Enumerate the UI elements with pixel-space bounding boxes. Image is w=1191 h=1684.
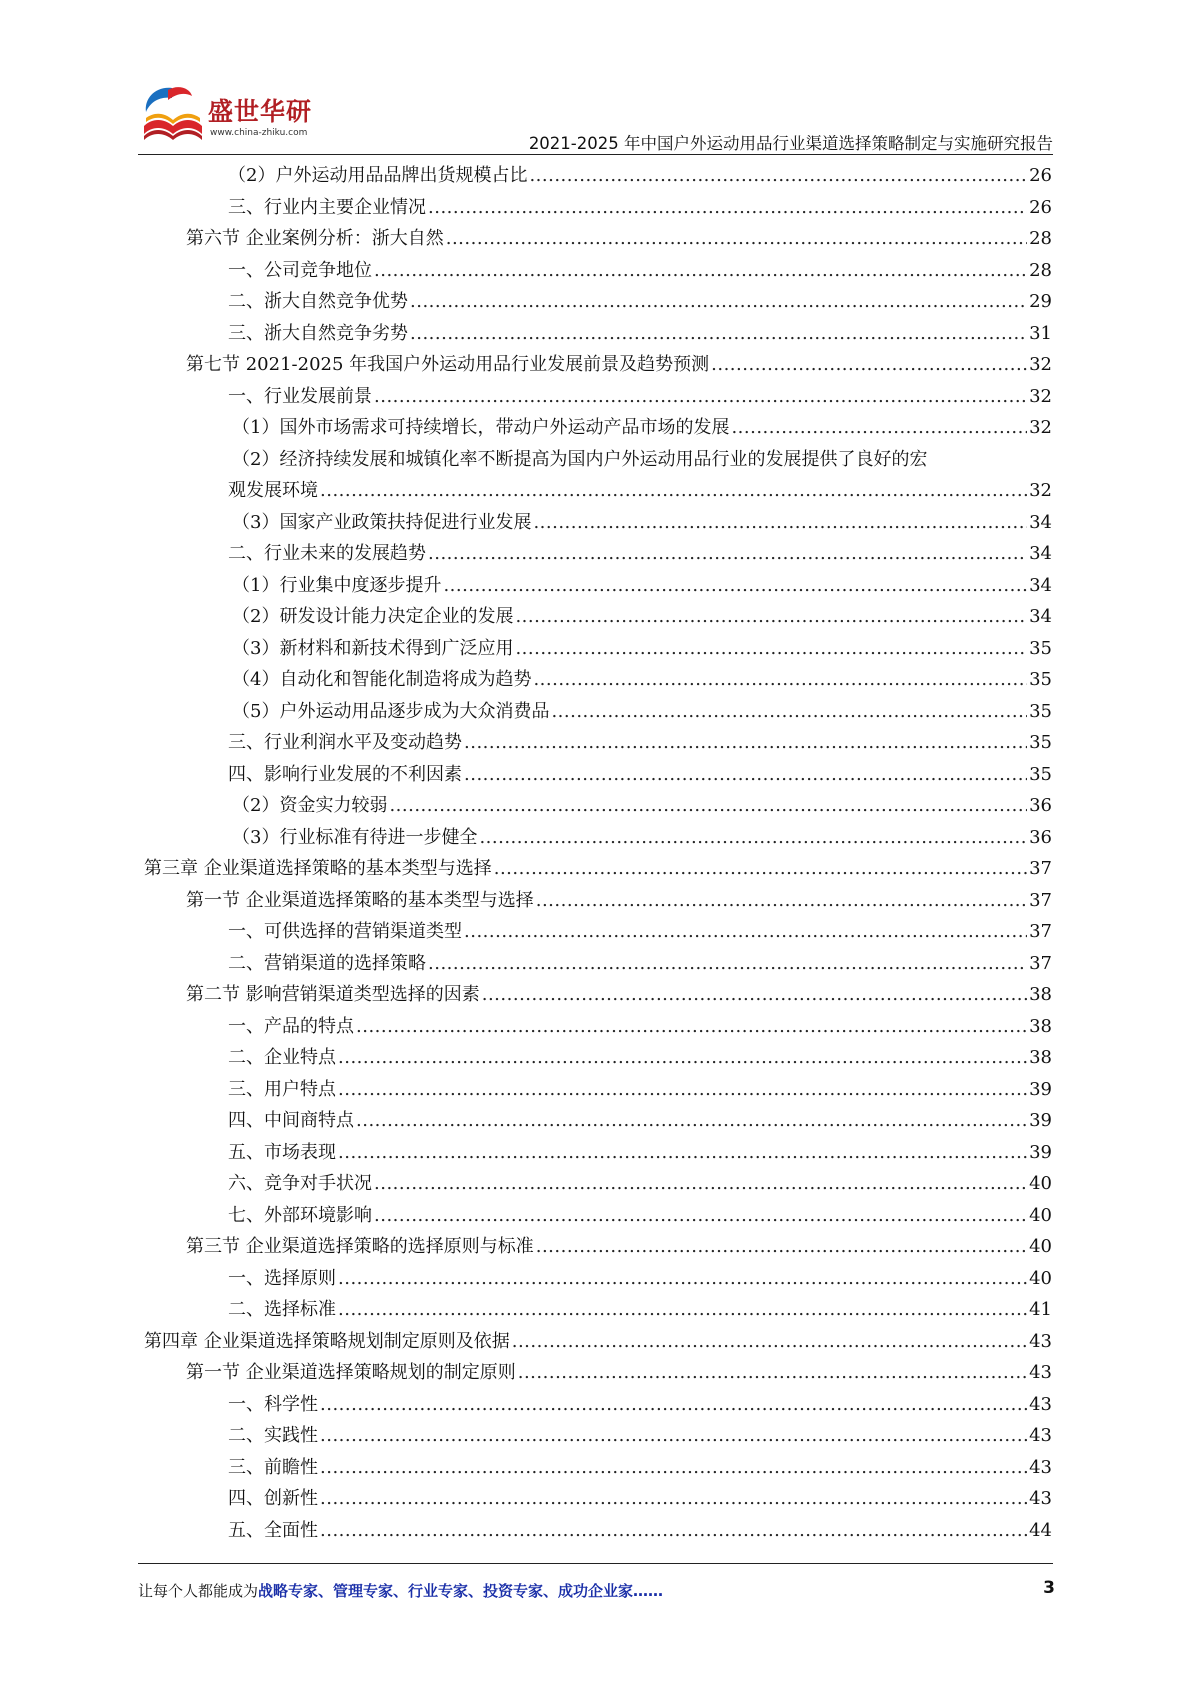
toc-page-number: 32 (1029, 354, 1052, 375)
toc-page-number: 35 (1029, 637, 1052, 659)
toc-entry[interactable] (144, 1105, 1052, 1137)
toc-leader-dots (338, 1263, 1027, 1295)
report-title: 2021-2025 年中国户外运动用品行业渠道选择策略制定与实施研究报告 (528, 134, 1053, 153)
toc-leader-dots (374, 255, 1027, 287)
toc-entry[interactable] (144, 979, 1052, 1011)
toc-leader-dots (320, 1420, 1027, 1452)
toc-page-number: 36 (1029, 795, 1052, 816)
toc-entry-label: 二、浙大自然竞争优势 (228, 291, 408, 312)
toc-entry[interactable] (144, 790, 1052, 822)
toc-page-number: 34 (1029, 543, 1052, 564)
toc-entry-label: （2）资金实力较弱 (232, 795, 388, 816)
toc-entry-label: 七、外部环境影响 (228, 1204, 372, 1226)
header-divider (138, 154, 1053, 155)
toc-entry[interactable] (144, 349, 1052, 381)
toc-entry-label: （2）户外运动用品品牌出货规模占比 (228, 165, 528, 186)
toc-leader-dots (464, 759, 1027, 791)
toc-entry[interactable] (144, 759, 1052, 791)
toc-entry[interactable] (144, 853, 1052, 885)
toc-entry[interactable] (144, 727, 1052, 759)
brand-url: www.china-zhiku.com (210, 128, 308, 138)
toc-entry-label: 第三节 企业渠道选择策略的选择原则与标准 (186, 1236, 534, 1257)
toc-page-number: 26 (1029, 196, 1052, 218)
toc-leader-dots (515, 601, 1027, 633)
toc-entry[interactable] (144, 381, 1052, 413)
toc-entry-label: （2）经济持续发展和城镇化率不断提高为国内户外运动用品行业的发展提供了良好的宏 (232, 448, 928, 470)
toc-entry[interactable] (144, 192, 1052, 224)
toc-entry[interactable] (144, 633, 1052, 665)
toc-leader-dots (533, 664, 1027, 696)
toc-entry[interactable] (144, 1042, 1052, 1074)
toc-entry[interactable] (144, 885, 1052, 917)
toc-entry[interactable] (144, 1357, 1052, 1389)
toc-page-number: 35 (1029, 732, 1052, 753)
toc-leader-dots (338, 1042, 1027, 1074)
toc-entry-label: 四、中间商特点 (228, 1110, 354, 1131)
toc-leader-dots (711, 349, 1027, 381)
toc-entry-label: （4）自动化和智能化制造将成为趋势 (232, 669, 532, 690)
toc-entry[interactable] (144, 664, 1052, 696)
toc-page-number: 32 (1029, 417, 1052, 438)
table-of-contents (144, 160, 1052, 1546)
toc-entry[interactable] (144, 1137, 1052, 1169)
toc-page-number: 32 (1029, 480, 1052, 501)
toc-entry-label: 二、实践性 (228, 1425, 318, 1446)
footer-divider (138, 1563, 1053, 1564)
toc-leader-dots (410, 286, 1027, 318)
toc-entry[interactable] (144, 1263, 1052, 1295)
toc-page-number: 34 (1029, 606, 1052, 627)
toc-entry[interactable] (144, 507, 1052, 539)
toc-page-number: 43 (1029, 1488, 1052, 1509)
toc-entry-label: 三、用户特点 (228, 1078, 336, 1100)
toc-entry[interactable] (144, 1294, 1052, 1326)
book-swoosh-logo-icon (138, 82, 208, 146)
toc-page-number: 38 (1029, 1047, 1052, 1068)
toc-leader-dots (374, 381, 1027, 413)
toc-page-number: 40 (1029, 1236, 1052, 1257)
toc-page-number: 40 (1029, 1173, 1052, 1194)
toc-page-number: 40 (1029, 1267, 1052, 1289)
toc-entry-label: 第六节 企业案例分析：浙大自然 (186, 228, 444, 249)
toc-entry[interactable] (144, 255, 1052, 287)
toc-entry-label: 二、选择标准 (228, 1299, 336, 1320)
toc-leader-dots (446, 223, 1027, 255)
toc-page-number: 43 (1029, 1362, 1052, 1383)
toc-page-number: 39 (1029, 1141, 1052, 1163)
toc-leader-dots (536, 885, 1027, 917)
toc-entry[interactable] (144, 444, 1052, 507)
page-header (138, 80, 1053, 158)
toc-entry-label: 三、行业内主要企业情况 (228, 196, 426, 218)
toc-page-number: 44 (1029, 1519, 1052, 1541)
toc-entry[interactable] (144, 1483, 1052, 1515)
toc-leader-dots (482, 979, 1027, 1011)
toc-page-number: 43 (1029, 1330, 1052, 1352)
toc-leader-dots (338, 1137, 1027, 1169)
toc-leader-dots (515, 633, 1027, 665)
toc-entry-label: （3）新材料和新技术得到广泛应用 (232, 637, 514, 659)
toc-page-number: 32 (1029, 385, 1052, 407)
toc-entry[interactable] (144, 570, 1052, 602)
toc-leader-dots (320, 475, 1027, 507)
toc-leader-dots (374, 1200, 1027, 1232)
toc-leader-dots (464, 727, 1027, 759)
toc-entry-label: （3）行业标准有待进一步健全 (232, 826, 478, 848)
toc-leader-dots (551, 696, 1027, 728)
toc-leader-dots (338, 1074, 1027, 1106)
toc-page-number: 41 (1029, 1299, 1052, 1320)
toc-entry[interactable] (144, 1074, 1052, 1106)
toc-entry-label: 三、前瞻性 (228, 1456, 318, 1478)
toc-entry-label: 三、浙大自然竞争劣势 (228, 322, 408, 344)
toc-entry-label: （5）户外运动用品逐步成为大众消费品 (232, 700, 550, 722)
toc-entry[interactable] (144, 822, 1052, 854)
toc-page-number: 26 (1029, 165, 1052, 186)
toc-leader-dots (320, 1452, 1027, 1484)
toc-page-number: 43 (1029, 1425, 1052, 1446)
toc-page-number: 43 (1029, 1393, 1052, 1415)
toc-page-number: 38 (1029, 984, 1052, 1005)
toc-entry-label: 一、产品的特点 (228, 1015, 354, 1037)
footer-slogan (138, 1580, 663, 1601)
toc-entry-label: （1）国外市场需求可持续增长，带动户外运动产品市场的发展 (232, 417, 730, 438)
toc-leader-dots (731, 412, 1027, 444)
toc-page-number: 37 (1029, 952, 1052, 974)
toc-page-number: 36 (1029, 826, 1052, 848)
toc-entry[interactable] (144, 160, 1052, 192)
toc-entry[interactable] (144, 1326, 1052, 1358)
brand-name: 盛世华研 (208, 97, 313, 126)
toc-page-number: 40 (1029, 1204, 1052, 1226)
toc-entry-label: 一、可供选择的营销渠道类型 (228, 921, 462, 942)
toc-leader-dots (529, 160, 1027, 192)
toc-leader-dots (494, 853, 1027, 885)
toc-entry[interactable] (144, 1389, 1052, 1421)
toc-page-number: 35 (1029, 700, 1052, 722)
slogan-accent: 战略专家、管理专家、行业专家、投资专家、成功企业家…… (258, 1582, 664, 1600)
toc-entry[interactable] (144, 696, 1052, 728)
toc-entry-label: 第七节 2021-2025 年我国户外运动用品行业发展前景及趋势预测 (186, 354, 710, 375)
toc-page-number: 39 (1029, 1078, 1052, 1100)
toc-entry-label: 三、行业利润水平及变动趋势 (228, 732, 462, 753)
toc-page-number: 39 (1029, 1110, 1052, 1131)
toc-entry[interactable] (144, 1200, 1052, 1232)
toc-entry-label: （2）研发设计能力决定企业的发展 (232, 606, 514, 627)
toc-page-number: 37 (1029, 858, 1052, 879)
toc-leader-dots (479, 822, 1027, 854)
toc-leader-dots (356, 1011, 1027, 1043)
toc-entry[interactable] (144, 1420, 1052, 1452)
toc-leader-dots (464, 916, 1027, 948)
toc-entry[interactable] (144, 948, 1052, 980)
toc-page-number: 38 (1029, 1015, 1052, 1037)
toc-entry[interactable] (144, 412, 1052, 444)
toc-entry-label: 第一节 企业渠道选择策略的基本类型与选择 (186, 889, 534, 911)
toc-leader-dots (356, 1105, 1027, 1137)
toc-page-number: 37 (1029, 889, 1052, 911)
toc-entry-label: 第二节 影响营销渠道类型选择的因素 (186, 984, 480, 1005)
toc-leader-dots (428, 538, 1027, 570)
toc-page-number: 35 (1029, 763, 1052, 785)
toc-leader-dots (410, 318, 1027, 350)
toc-entry[interactable] (144, 286, 1052, 318)
toc-entry-label: 一、科学性 (228, 1393, 318, 1415)
toc-entry-label: 一、选择原则 (228, 1267, 336, 1289)
toc-page-number: 34 (1029, 511, 1052, 533)
toc-entry[interactable] (144, 223, 1052, 255)
toc-leader-dots (428, 192, 1027, 224)
toc-leader-dots (428, 948, 1027, 980)
toc-leader-dots (320, 1483, 1027, 1515)
toc-leader-dots (338, 1294, 1027, 1326)
toc-entry-label: 五、市场表现 (228, 1141, 336, 1163)
toc-leader-dots (443, 570, 1027, 602)
toc-entry-label: 二、行业未来的发展趋势 (228, 543, 426, 564)
toc-entry-label: 一、行业发展前景 (228, 385, 372, 407)
toc-entry[interactable] (144, 538, 1052, 570)
toc-entry[interactable] (144, 318, 1052, 350)
toc-entry-label: 五、全面性 (228, 1519, 318, 1541)
toc-leader-dots (533, 507, 1027, 539)
toc-leader-dots (320, 1515, 1027, 1547)
toc-entry[interactable] (144, 1452, 1052, 1484)
toc-entry-label: （1）行业集中度逐步提升 (232, 574, 442, 596)
toc-entry[interactable] (144, 1168, 1052, 1200)
page-number: 3 (1043, 1578, 1055, 1598)
toc-leader-dots (512, 1326, 1027, 1358)
toc-entry-label: 第四章 企业渠道选择策略规划制定原则及依据 (144, 1330, 510, 1352)
toc-entry-label: （3）国家产业政策扶持促进行业发展 (232, 511, 532, 533)
toc-entry[interactable] (144, 916, 1052, 948)
company-logo (138, 80, 338, 150)
toc-leader-dots (536, 1231, 1027, 1263)
toc-page-number: 37 (1029, 921, 1052, 942)
toc-page-number: 34 (1029, 574, 1052, 596)
toc-entry-label: 四、创新性 (228, 1488, 318, 1509)
toc-entry-label: 二、营销渠道的选择策略 (228, 952, 426, 974)
toc-entry-label-continued: 观发展环境 (228, 480, 318, 501)
toc-entry-label: 第一节 企业渠道选择策略规划的制定原则 (186, 1362, 516, 1383)
toc-page-number: 29 (1029, 291, 1052, 312)
toc-entry[interactable] (144, 1231, 1052, 1263)
toc-leader-dots (374, 1168, 1027, 1200)
toc-leader-dots (518, 1357, 1027, 1389)
toc-entry-label: 第三章 企业渠道选择策略的基本类型与选择 (144, 858, 492, 879)
toc-page-number: 31 (1029, 322, 1052, 344)
toc-leader-dots (389, 790, 1027, 822)
toc-page-number: 28 (1029, 259, 1052, 281)
toc-entry[interactable] (144, 1515, 1052, 1547)
toc-entry[interactable] (144, 1011, 1052, 1043)
toc-entry-label: 四、影响行业发展的不利因素 (228, 763, 462, 785)
toc-entry-label: 一、公司竞争地位 (228, 259, 372, 281)
toc-page-number: 28 (1029, 228, 1052, 249)
toc-entry-label: 六、竞争对手状况 (228, 1173, 372, 1194)
toc-page-number: 35 (1029, 669, 1052, 690)
toc-page-number: 43 (1029, 1456, 1052, 1478)
toc-entry[interactable] (144, 601, 1052, 633)
toc-entry-label: 二、企业特点 (228, 1047, 336, 1068)
slogan-prefix: 让每个人都能成为 (138, 1582, 259, 1600)
toc-leader-dots (320, 1389, 1027, 1421)
